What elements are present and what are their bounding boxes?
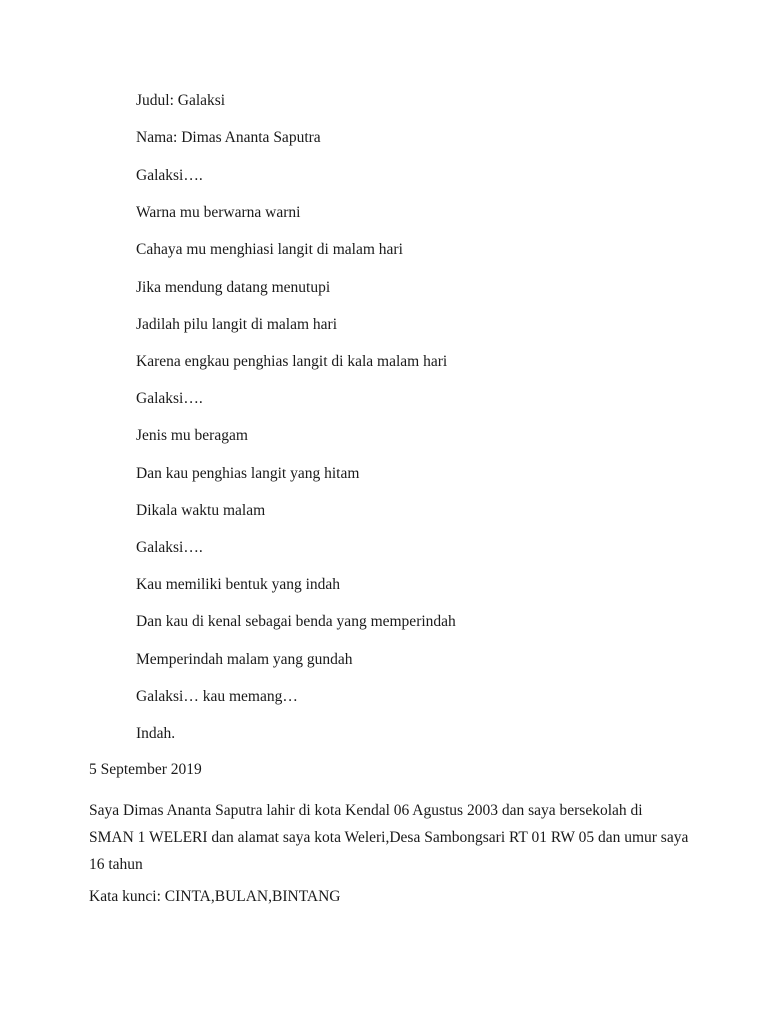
- bio-paragraph: Saya Dimas Ananta Saputra lahir di kota Kendal 06 Agustus 2003 dan saya bersekolah di SMAN 1 WELERI dan alamat saya kota Weleri,Desa Sambongsari RT 01 RW 05 dan umur saya 16 tahun: [89, 802, 689, 873]
- poem-line: Warna mu berwarna warni: [136, 204, 301, 222]
- poem-line: Galaksi….: [136, 390, 203, 408]
- poem-line: Galaksi… kau memang…: [136, 687, 298, 705]
- poem-line: Indah.: [136, 725, 176, 742]
- poem-line: Dikala waktu malam: [136, 501, 266, 519]
- poem-line: Jenis mu beragam: [136, 427, 248, 445]
- poem-line: Karena engkau penghias langit di kala malam hari: [136, 353, 448, 370]
- keywords: Kata kunci: CINTA,BULAN,BINTANG: [89, 888, 341, 905]
- poem-title: Judul: Galaksi: [136, 92, 226, 109]
- poem-line: Galaksi….: [136, 539, 203, 556]
- poem-line: Jadilah pilu langit di malam hari: [136, 315, 338, 333]
- poem-line: Kau memiliki bentuk yang indah: [136, 576, 341, 594]
- poem-line: Memperindah malam yang gundah: [136, 650, 353, 668]
- poem-line: Dan kau di kenal sebagai benda yang memperindah: [136, 613, 456, 631]
- poem-author: Nama: Dimas Ananta Saputra: [136, 129, 321, 146]
- date: 5 September 2019: [89, 761, 202, 778]
- poem-line: Galaksi….: [136, 167, 203, 184]
- poem-line: Dan kau penghias langit yang hitam: [136, 464, 360, 482]
- poem-line: Jika mendung datang menutupi: [136, 278, 331, 296]
- poem-line: Cahaya mu menghiasi langit di malam hari: [136, 241, 403, 259]
